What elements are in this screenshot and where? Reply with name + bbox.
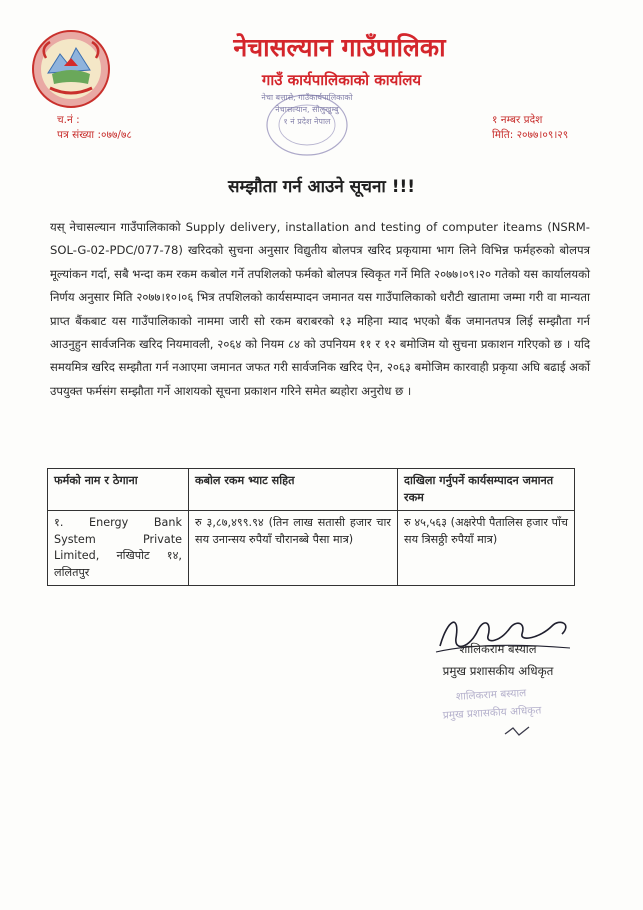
province-label: १ नम्बर प्रदेश [492, 114, 543, 126]
notice-body: यस् नेचासल्यान गाउँपालिकाको Supply delivery, installation and testing of computer iteams (NSRM-SOL-G-02-PDC/077-78) खरिदको सुचना अनुसार विद्युतीय बोलपत्र खरिद प्रकृयामा भाग लिने विभिन्न फर्महरुको बोलपत्र मूल्यांकन गर्दा, सबै भन्दा कम रकम कबोल गर्ने तपशिलको फर्मको बोलपत्र स्विकृत गर्ने मिति २०७७।०९।२० गतेको यस कार्यालयको निर्णय अनुसार मिति २०७७।१०।०६ भित्र तपशिलको कार्यसम्पादन जमानत यस गाउँपालिकाको धरौटी खातामा जम्मा गरी वा मान्यता प्राप्त बैंकबाट यस गाउँपालिकाको नाममा जारी सो रकम बराबरको १३ महिना म्याद भएको बैंक जमानतपत्र लिई सम्झौता गर्न आउनुहुन सार्वजनिक खरिद नियमावली, २०६४ को नियम ८४ को उपनियम ११ र १२ बमोजिम यो सुचना प्रकाशन गरिएको छ । यदि समयमित्र खरिद सम्झौता गर्न नआएमा जमानत जफत गरी सार्वजनिक खरिद ऐन, २०६३ बमोजिम कारवाही प्रकृया अघि बढाई अर्को उपयुक्त फर्मसंग सम्झौता गर्ने आशयको सूचना प्रकाशन गरिने समेत ब्यहोरा अनुरोध छ । [50, 220, 590, 398]
signatory-title: प्रमुख प्रशासकीय अधिकृत [442, 664, 554, 678]
letter-date: मिति: २०७७।०९।२९ [492, 129, 569, 141]
name-stamp [417, 682, 568, 742]
letter-number: पत्र संख्या :०७७/७८ [57, 129, 132, 141]
table-header-row [48, 469, 575, 511]
stamp-title: प्रमुख प्रशासकीय अधिकृत [442, 704, 542, 722]
guarantee-cell: रु ४५,५६३ (अक्षरेपी पैतालिस हजार पाँच सय त्रिसठ्ठी रुपैयाँ मात्र) [398, 511, 575, 586]
reference-number-label: च.नं : [57, 114, 80, 126]
bid-amount-cell: रु ३,८७,४९९.९४ (तिन लाख सतासी हजार चार सय उनान्सय रुपैयाँ चौरानब्बे पैसा मात्र) [189, 511, 398, 586]
stamp-name: शालिकराम बस्याल [455, 687, 527, 703]
stamp-scribble [503, 724, 531, 738]
column-header-bid-amount: कबोल रकम भ्याट सहित [189, 469, 398, 511]
firm-cell: १. Energy Bank System Private Limited, नखिपोट १४, ललितपुर [48, 511, 189, 586]
notice-heading: सम्झौता गर्न आउने सूचना !!! [228, 177, 415, 197]
organization-name: नेचासल्यान गाउँपालिका [233, 33, 446, 62]
seal-line-3: १ नं प्रदेश नेपाल [283, 117, 331, 126]
office-name: गाउँ कार्यपालिकाको कार्यालय [261, 71, 422, 89]
signatory-name: शालिकराम बस्याल [459, 642, 537, 656]
table-row [48, 511, 575, 586]
column-header-guarantee: दाखिला गर्नुपर्ने कार्यसम्पादन जमानत रकम [398, 469, 575, 511]
seal-line-2: नेचासल्यान, सोलुखुम्बु [275, 105, 339, 114]
seal-line-1: नेचा बत्तासे, गाउँकार्यपालिकाको [261, 93, 353, 102]
column-header-firm: फर्मको नाम र ठेगाना [48, 469, 189, 511]
seal-text [248, 92, 366, 128]
award-table [47, 468, 575, 586]
